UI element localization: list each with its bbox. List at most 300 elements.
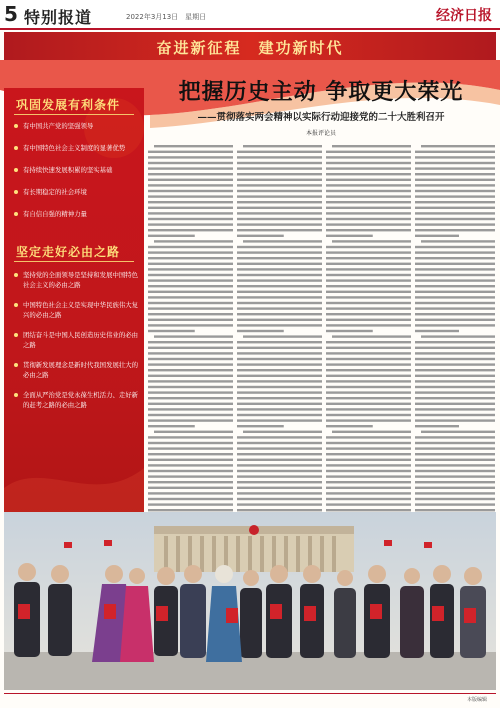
text-line [326,291,411,293]
bullet-icon [14,273,18,277]
text-line [148,391,233,393]
sidebar-item: 全面从严治党是党永葆生机活力、走好新的赶考之路的必由之路 [14,390,140,410]
text-line [415,302,495,304]
text-line [415,223,495,225]
text-line [415,268,495,270]
text-line [237,503,322,505]
text-line [326,347,411,349]
text-line [148,386,233,388]
text-line [326,414,411,416]
sidebar-item: 贯彻新发展理念是新时代我国发展壮大的必由之路 [14,360,140,380]
text-line [415,263,495,265]
text-lines [415,143,500,535]
text-line [148,291,233,293]
text-line [415,375,495,377]
sidebar-item: 团结奋斗是中国人民创造历史伟业的必由之路 [14,330,140,350]
text-line [148,274,233,276]
text-line [148,195,233,197]
text-line [326,195,411,197]
text-line [237,291,322,293]
text-line [243,431,322,433]
text-line [332,240,411,242]
text-line [326,296,411,298]
text-line [415,167,495,169]
text-line [148,246,233,248]
text-line [148,251,233,253]
text-line [421,145,495,147]
text-line [326,408,411,410]
text-line [415,363,495,365]
text-line [237,307,322,309]
text-line [326,201,411,203]
text-line [415,391,495,393]
text-line [237,375,322,377]
text-line [237,257,322,259]
newspaper-logo: 经济日报 [436,8,492,24]
text-line [415,156,495,158]
text-line [326,263,411,265]
bullet-icon [14,168,18,172]
banner-slogan: 奋进新征程 建功新时代 [156,39,344,57]
text-line [148,414,233,416]
text-line [148,201,233,203]
text-line [326,341,411,343]
text-line [237,442,322,444]
text-line [326,419,411,421]
text-line [154,335,233,337]
text-line [237,156,322,158]
text-line [237,453,322,455]
text-line [326,190,411,192]
text-line [326,481,411,483]
bullet-icon [14,190,18,194]
text-line [415,358,495,360]
text-line [148,453,233,455]
text-line [237,173,322,175]
text-line [148,167,233,169]
text-line [237,313,322,315]
text-line [237,358,322,360]
text-line [237,341,322,343]
text-line [326,257,411,259]
text-line [326,246,411,248]
text-line [415,453,495,455]
text-line [237,464,322,466]
text-line [326,391,411,393]
text-line [237,436,322,438]
article-subheadline: ——贯彻落实两会精神以实际行动迎接党的二十大胜利召开 [197,112,445,123]
text-line [237,363,322,365]
text-line [415,436,495,438]
text-line [326,380,411,382]
text-line [148,380,233,382]
text-line [148,447,233,449]
text-line [237,470,322,472]
text-line [148,481,233,483]
text-line [326,453,411,455]
text-line [237,347,322,349]
text-line [326,162,411,164]
page-footer [4,693,496,706]
sidebar-item: 有持续快速发展积累的坚实基础 [14,165,140,175]
text-line [415,279,495,281]
text-line [237,279,322,281]
text-line [237,195,322,197]
text-line [332,335,411,337]
text-line [326,179,411,181]
text-line [237,151,322,153]
text-line [326,184,411,186]
text-line [415,330,459,332]
text-line [326,218,411,220]
text-line [148,464,233,466]
text-line [415,162,495,164]
text-line [326,475,411,477]
text-line [415,151,495,153]
text-line [326,279,411,281]
text-line [237,274,322,276]
text-line [237,324,322,326]
text-line [237,492,322,494]
text-line [237,414,322,416]
text-line [326,167,411,169]
text-line [326,151,411,153]
text-line [243,240,322,242]
text-line [326,492,411,494]
text-line [326,352,411,354]
text-line [415,291,495,293]
text-line [415,464,495,466]
text-line [326,235,373,237]
text-line [415,386,495,388]
text-line [148,459,233,461]
text-line [237,190,322,192]
text-line [326,313,411,315]
article-byline: 本报评论员 [305,130,336,137]
text-line [326,307,411,309]
text-line [326,386,411,388]
text-line [326,442,411,444]
footer-credit: 本版编辑 [466,697,492,703]
news-photo [4,512,496,690]
text-line [154,240,233,242]
bullet-icon [14,124,18,128]
text-line [326,274,411,276]
text-line [415,229,495,231]
text-line [237,498,322,500]
article-column-4 [415,143,500,535]
text-line [148,403,233,405]
bullet-icon [14,393,18,397]
sidebar-panel [4,88,144,528]
text-line [148,184,233,186]
text-line [148,369,233,371]
text-line [326,207,411,209]
text-line [237,263,322,265]
text-line [237,419,322,421]
text-line [237,408,322,410]
text-line [326,487,411,489]
text-line [415,313,495,315]
text-line [415,274,495,276]
text-line [415,470,495,472]
text-lines [237,143,322,535]
text-line [148,212,233,214]
bullet-icon [14,363,18,367]
text-line [326,156,411,158]
text-line [237,369,322,371]
text-line [237,481,322,483]
sidebar-group2-title: 坚定走好必由之路 [16,245,121,259]
text-line [415,475,495,477]
text-line [415,408,495,410]
text-line [148,218,233,220]
text-line [415,403,495,405]
text-line [237,302,322,304]
text-line [415,212,495,214]
text-line [237,425,284,427]
text-line [415,341,495,343]
text-line [237,296,322,298]
text-lines [148,143,233,535]
text-line [326,173,411,175]
text-line [415,414,495,416]
text-line [415,481,495,483]
text-line [415,487,495,489]
text-line [415,307,495,309]
article-column-3 [326,143,411,535]
text-line [148,324,233,326]
text-line [148,363,233,365]
text-line [237,352,322,354]
text-line [148,302,233,304]
text-line [326,425,373,427]
section-title: 特别报道 [24,8,93,27]
text-line [326,470,411,472]
text-line [326,436,411,438]
text-line [148,179,233,181]
text-line [415,173,495,175]
text-line [148,358,233,360]
sidebar-group1-title: 巩固发展有利条件 [16,98,121,112]
text-line [326,503,411,505]
text-line [415,251,495,253]
text-line [148,229,233,231]
text-line [415,324,495,326]
text-line [421,240,495,242]
text-line [332,431,411,433]
text-line [326,285,411,287]
text-line [148,319,233,321]
text-line [148,375,233,377]
text-line [148,347,233,349]
text-line [148,503,233,505]
text-line [415,207,495,209]
text-line [415,257,495,259]
text-line [148,279,233,281]
text-line [237,447,322,449]
text-line [415,319,495,321]
sidebar-item: 中国特色社会主义是实现中华民族伟大复兴的必由之路 [14,300,140,320]
text-line [148,307,233,309]
text-line [154,145,233,147]
text-line [237,212,322,214]
text-line [243,145,322,147]
text-line [148,268,233,270]
bullet-icon [14,333,18,337]
text-line [415,352,495,354]
text-line [237,285,322,287]
text-line [237,246,322,248]
text-line [237,268,322,270]
text-line [148,223,233,225]
sidebar-item: 有长期稳定的社会环境 [14,187,140,197]
text-line [326,358,411,360]
text-line [415,447,495,449]
text-line [415,246,495,248]
text-line [148,419,233,421]
text-line [237,487,322,489]
text-line [237,386,322,388]
text-line [237,391,322,393]
bullet-icon [14,212,18,216]
text-line [237,201,322,203]
sidebar-item: 坚持党的全面领导是坚持和发展中国特色社会主义的必由之路 [14,270,140,290]
text-line [326,330,373,332]
text-line [148,151,233,153]
text-line [237,403,322,405]
text-line [415,285,495,287]
text-line [148,475,233,477]
masthead [0,0,500,30]
text-line [326,375,411,377]
text-line [148,162,233,164]
text-line [148,442,233,444]
text-line [148,498,233,500]
text-line [415,419,495,421]
text-line [326,369,411,371]
text-line [237,319,322,321]
sidebar-item: 有中国共产党的坚强领导 [14,121,140,131]
slogan-banner [4,32,496,60]
text-line [326,324,411,326]
sidebar-divider [14,261,134,262]
text-line [154,431,233,433]
text-line [148,470,233,472]
text-line [326,464,411,466]
text-line [148,341,233,343]
article-column-2 [237,143,322,535]
text-line [148,257,233,259]
text-line [237,475,322,477]
photo-illustration [4,512,496,690]
text-line [421,431,495,433]
text-lines [326,143,411,535]
text-line [237,235,284,237]
text-line [326,251,411,253]
text-line [326,397,411,399]
text-line [237,380,322,382]
text-line [415,380,495,382]
text-line [326,363,411,365]
text-line [237,330,284,332]
text-line [332,145,411,147]
text-line [415,195,495,197]
text-line [148,330,195,332]
text-line [237,397,322,399]
text-line [148,408,233,410]
article-column-1 [148,143,233,535]
text-line [237,179,322,181]
text-line [148,397,233,399]
text-line [148,235,195,237]
text-line [326,212,411,214]
issue-date: 2022年3月13日 星期日 [126,13,207,21]
bullet-icon [14,146,18,150]
text-line [415,296,495,298]
text-line [326,223,411,225]
text-line [237,162,322,164]
text-line [148,492,233,494]
text-line [326,403,411,405]
text-line [326,319,411,321]
page-number: 5 [4,2,18,26]
text-line [148,285,233,287]
article-headline: 把握历史主动 争取更大荣光 [178,79,464,105]
text-line [326,498,411,500]
text-line [415,235,459,237]
text-line [148,296,233,298]
sidebar-divider [14,114,134,115]
text-line [415,201,495,203]
text-line [415,347,495,349]
text-line [415,503,495,505]
text-line [421,335,495,337]
text-line [415,442,495,444]
text-line [148,156,233,158]
text-line [148,173,233,175]
text-line [148,436,233,438]
text-line [243,335,322,337]
text-line [326,229,411,231]
bullet-icon [14,303,18,307]
sidebar-item: 有自信自强的精神力量 [14,209,140,219]
text-line [237,207,322,209]
text-line [237,251,322,253]
text-line [326,459,411,461]
text-line [237,229,322,231]
text-line [148,190,233,192]
text-line [326,302,411,304]
text-line [237,184,322,186]
text-line [415,179,495,181]
text-line [148,425,195,427]
text-line [237,218,322,220]
text-line [237,459,322,461]
text-line [415,425,459,427]
text-line [415,184,495,186]
text-line [326,447,411,449]
text-line [148,352,233,354]
text-line [415,459,495,461]
text-line [415,498,495,500]
text-line [148,207,233,209]
text-line [148,263,233,265]
text-line [237,223,322,225]
text-line [415,190,495,192]
text-line [326,268,411,270]
text-line [415,397,495,399]
